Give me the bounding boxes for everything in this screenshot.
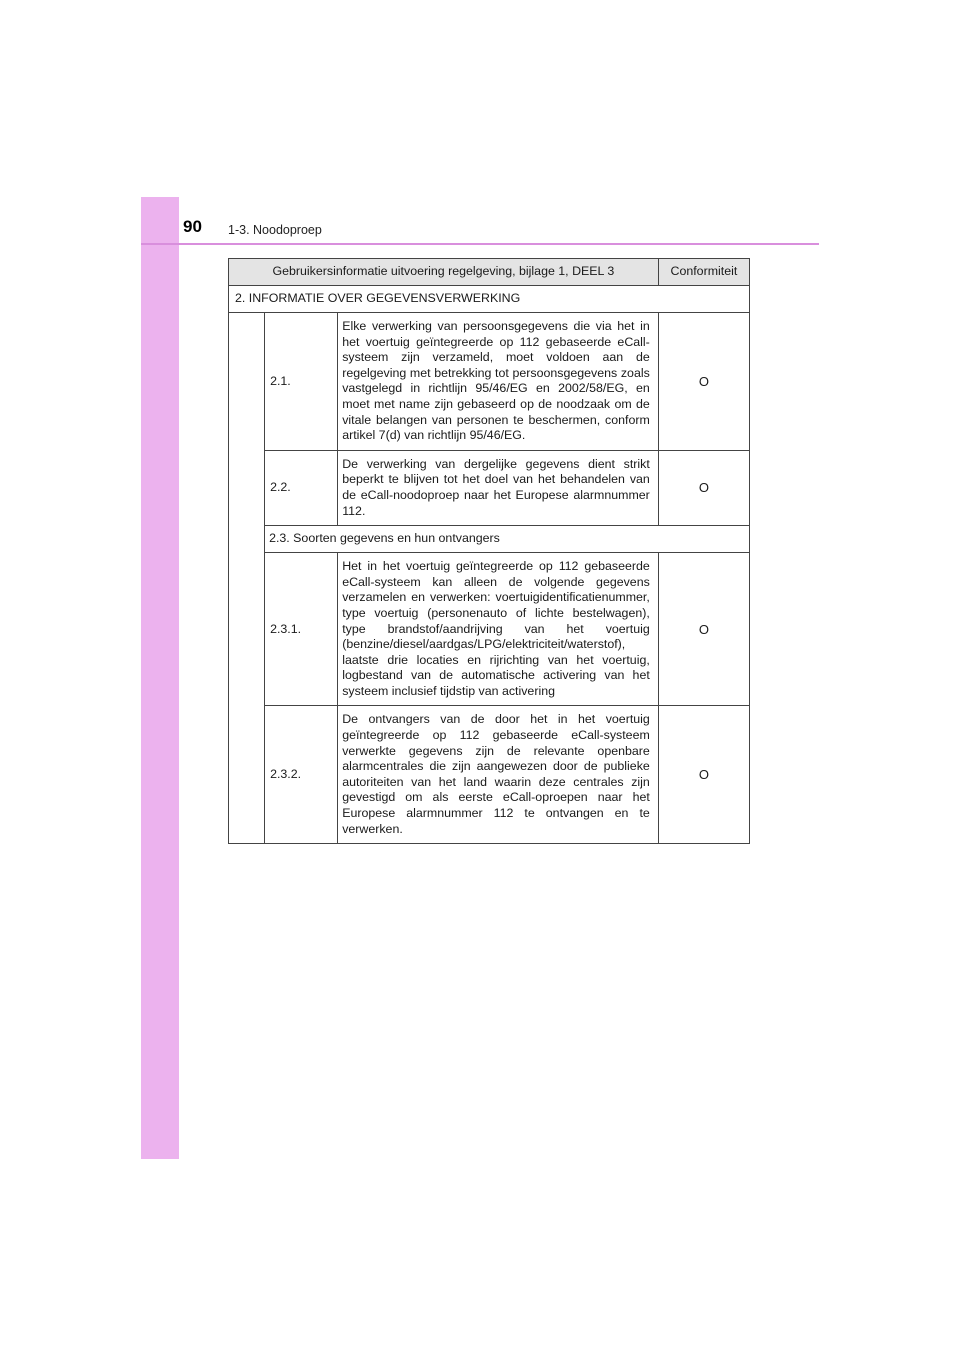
- table-row: [229, 313, 750, 451]
- header-conformity: Conformiteit: [658, 259, 749, 286]
- row-text: Het in het voertuig geïntegreerde op 112 gebaseerde eCall-systeem kan alleen de volgende gegevens verzamelen en verwerken: voertuigidentificatienummer, type voertuig (personenauto of lichte bestelwagen), type brandstof/aandrijving van het voertuig (benzine/diesel/aardgas/LPG/elektriciteit/waterstof), laatste drie locaties en rijrichting van het voertuig, logbestand van de automatische activering van het systeem inclusief tijdstip van activering: [338, 553, 659, 706]
- table-row: [229, 706, 750, 844]
- row-number: 2.3.2.: [265, 706, 338, 844]
- table-row: [229, 450, 750, 525]
- row-number: 2.2.: [265, 450, 338, 525]
- sub-section-heading-row: [229, 526, 750, 553]
- indent-cell: [229, 313, 265, 844]
- table-header-row: [229, 259, 750, 286]
- row-conformity: O: [658, 706, 749, 844]
- row-conformity: O: [658, 313, 749, 451]
- page-number: 90: [183, 217, 202, 236]
- row-text: De ontvangers van de door het in het voertuig geïntegreerde op 112 gebaseerde eCall-systeem verwerkte gegevens zijn de relevante openbare alarmcentrales die zijn aangewezen door de publieke autoriteiten van het land waarin deze centrales zijn gevestigd om als eerste eCall-oproepen naar het Europese alarmnummer 112 te ontvangen en te verwerken.: [338, 706, 659, 844]
- header-description: Gebruikersinformatie uitvoering regelgeving, bijlage 1, DEEL 3: [229, 259, 659, 286]
- row-conformity: O: [658, 553, 749, 706]
- table-row: [229, 553, 750, 706]
- row-conformity: O: [658, 450, 749, 525]
- header-divider: [141, 243, 819, 245]
- sub-section-heading: 2.3. Soorten gegevens en hun ontvangers: [265, 526, 750, 553]
- chapter-sidebar-band: [141, 197, 179, 1159]
- section-title: 1-3. Noodoproep: [228, 223, 322, 237]
- row-number: 2.1.: [265, 313, 338, 451]
- row-text: De verwerking van dergelijke gegevens dient strikt beperkt te blijven tot het doel van het behandelen van de eCall-noodoproep naar het Europese alarmnummer 112.: [338, 450, 659, 525]
- row-text: Elke verwerking van persoonsgegevens die via het in het voertuig geïntegreerde op 112 gebaseerde eCall-systeem zijn verzameld, moet voldoen aan de regelgeving met betrekking tot persoonsgegevens zoals vastgelegd in richtlijn 95/46/EG en 2002/58/EG, en moet met name zijn gebaseerd op de noodzaak om de vitale belangen van personen te beschermen, conform artikel 7(d) van richtlijn 95/46/EG.: [338, 313, 659, 451]
- row-number: 2.3.1.: [265, 553, 338, 706]
- section-heading-row: [229, 286, 750, 313]
- compliance-table: [228, 258, 750, 844]
- section-heading: 2. INFORMATIE OVER GEGEVENSVERWERKING: [229, 286, 750, 313]
